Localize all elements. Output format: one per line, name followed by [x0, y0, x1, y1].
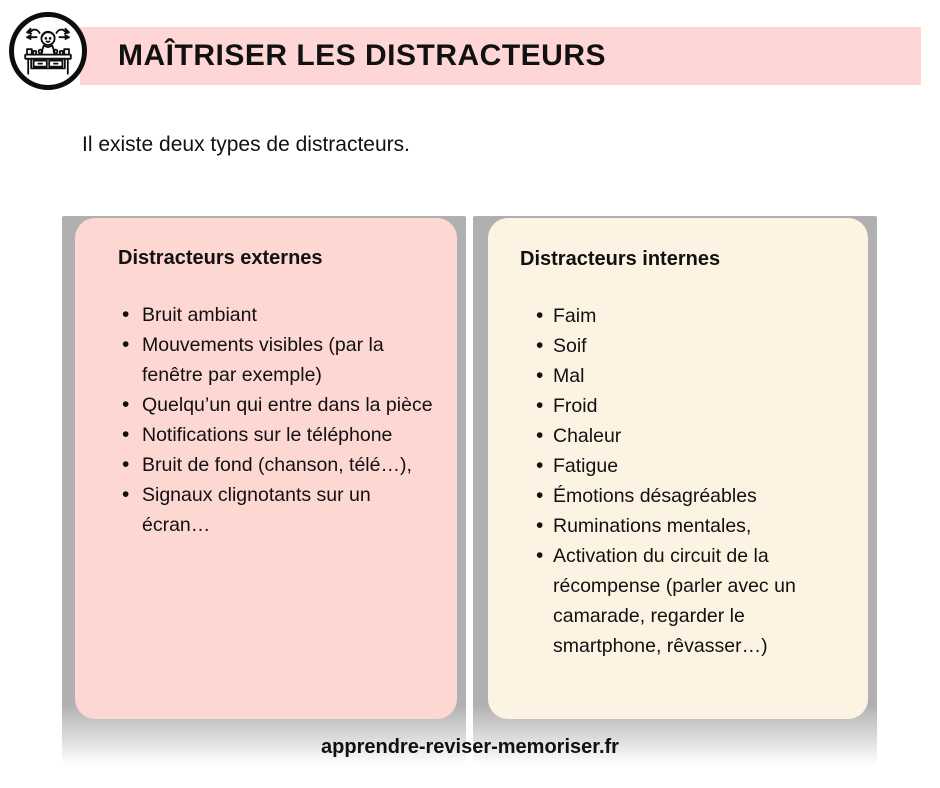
list-item: • Ruminations mentales,: [520, 511, 850, 541]
list-item: • Soif: [520, 331, 850, 361]
intro-text: Il existe deux types de distracteurs.: [82, 133, 410, 156]
site-url: apprendre-reviser-memoriser.fr: [321, 736, 619, 758]
distraction-icon-drawing: [18, 21, 78, 81]
list-item: • Signaux clignotants sur un écran…: [118, 480, 437, 540]
list-item: • Activation du circuit de la récompense (parler avec un camarade, regarder le smartphone, rêvasser…): [520, 541, 850, 661]
distracted-student-at-desk-icon: [9, 12, 87, 90]
card-external-title: Distracteurs externes: [118, 247, 323, 269]
card-external-distractors: [75, 218, 457, 719]
page-title: MAÎTRISER LES DISTRACTEURS: [118, 39, 607, 72]
card-internal-list: [520, 301, 850, 661]
card-external-list: [118, 300, 437, 540]
list-item: • Bruit ambiant: [118, 300, 437, 330]
list-item: • Faim: [520, 301, 850, 331]
list-item: • Notifications sur le téléphone: [118, 420, 437, 450]
list-item: • Fatigue: [520, 451, 850, 481]
card-internal-title: Distracteurs internes: [520, 248, 721, 270]
list-item: • Chaleur: [520, 421, 850, 451]
list-item: • Quelqu’un qui entre dans la pièce: [118, 390, 437, 420]
card-internal-distractors: [488, 218, 868, 719]
list-item: • Mouvements visibles (par la fenêtre par exemple): [118, 330, 437, 390]
list-item: • Bruit de fond (chanson, télé…),: [118, 450, 437, 480]
list-item: • Mal: [520, 361, 850, 391]
list-item: • Émotions désagréables: [520, 481, 850, 511]
list-item: • Froid: [520, 391, 850, 421]
header-banner: [80, 27, 921, 85]
